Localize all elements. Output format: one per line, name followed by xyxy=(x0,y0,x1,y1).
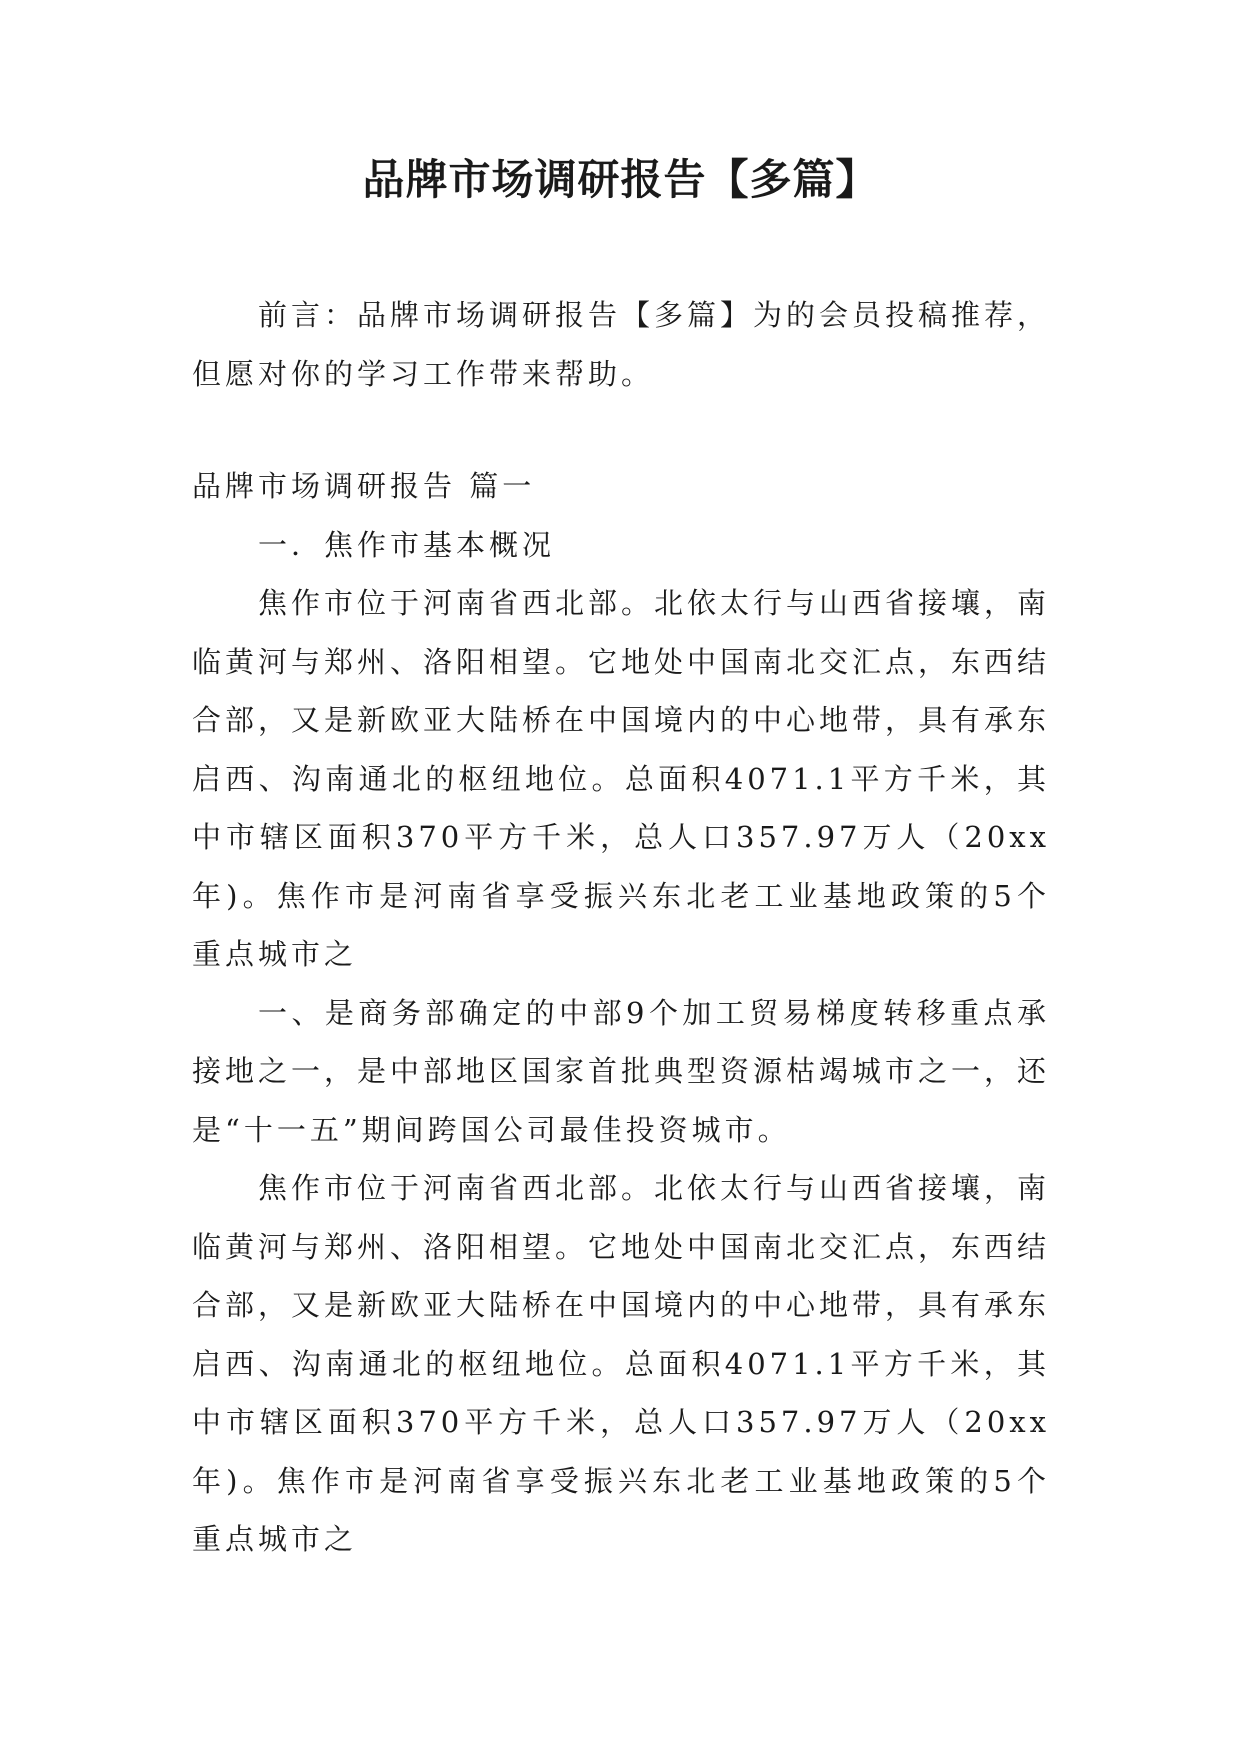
subheading: 一．焦作市基本概况 xyxy=(258,527,556,562)
paragraph: 一、是商务部确定的中部9个加工贸易梯度转移重点承接地之一，是中部地区国家首批典型资源枯竭城市之一，还是“十一五”期间跨国公司最佳投资城市。 xyxy=(192,995,1051,1147)
preface-paragraph: 前言：品牌市场调研报告【多篇】为的会员投稿推荐，但愿对你的学习工作带来帮助。 xyxy=(192,298,1051,391)
section-heading: 品牌市场调研报告 篇一 xyxy=(192,469,536,503)
section-body xyxy=(192,457,1050,1569)
paragraph: 焦作市位于河南省西北部。北依太行与山西省接壤，南临黄河与郑州、洛阳相望。它地处中国南北交汇点，东西结合部，又是新欧亚大陆桥在中国境内的中心地带，具有承东启西、沟南通北的枢纽地位。总面积4071.1平方千米，其中市辖区面积370平方千米，总人口357.97万人（20xx年)。焦作市是河南省享受振兴东北老工业基地政策的5个重点城市之 xyxy=(192,1171,1051,1556)
preface-block xyxy=(192,286,1050,403)
document-title: 品牌市场调研报告【多篇】 xyxy=(362,155,879,204)
paragraph: 焦作市位于河南省西北部。北依太行与山西省接壤，南临黄河与郑州、洛阳相望。它地处中国南北交汇点，东西结合部，又是新欧亚大陆桥在中国境内的中心地带，具有承东启西、沟南通北的枢纽地位。总面积4071.1平方千米，其中市辖区面积370平方千米，总人口357.97万人（20xx年)。焦作市是河南省享受振兴东北老工业基地政策的5个重点城市之 xyxy=(192,586,1051,971)
